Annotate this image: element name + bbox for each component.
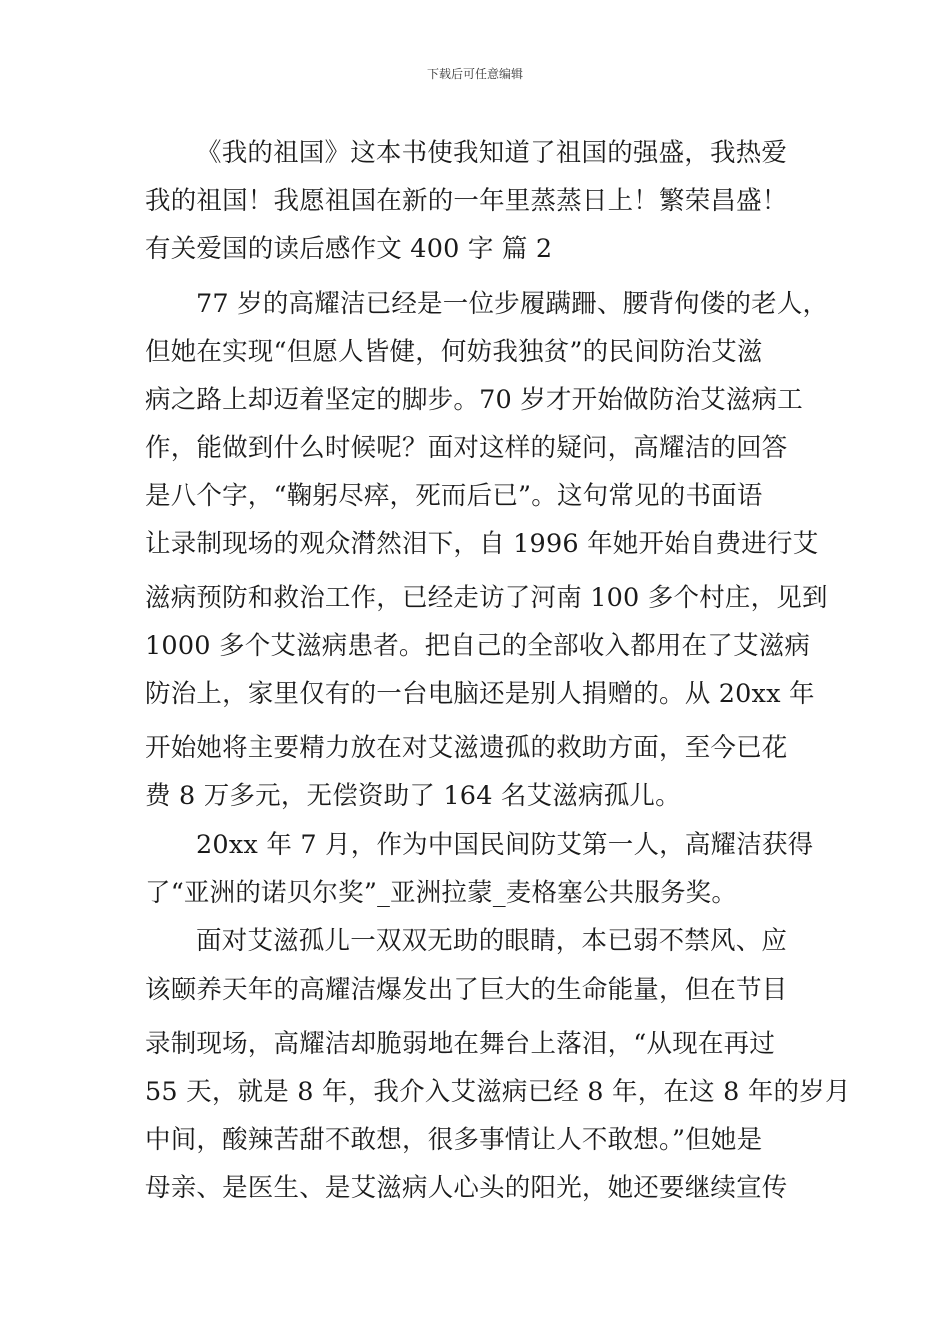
paragraph-line: 中间，酸辣苦甜不敢想，很多事情让人不敢想。”但她是 <box>145 1125 763 1155</box>
paragraph-line: 费 8 万多元，无偿资助了 164 名艾滋病孤儿。 <box>145 781 681 811</box>
paragraph-line: 但她在实现“但愿人皆健，何妨我独贫”的民间防治艾滋 <box>145 337 763 367</box>
paragraph-line: 录制现场，高耀洁却脆弱地在舞台上落泪，“从现在再过 <box>145 1029 776 1059</box>
paragraph-line: 母亲、是医生、是艾滋病人心头的阳光，她还要继续宣传 <box>145 1173 788 1203</box>
paragraph-line: 该颐养天年的高耀洁爆发出了巨大的生命能量，但在节目 <box>145 975 788 1005</box>
paragraph-line: 了“亚洲的诺贝尔奖”_亚洲拉蒙_麦格塞公共服务奖。 <box>145 878 738 908</box>
paragraph-line: 面对艾滋孤儿一双双无助的眼睛，本已弱不禁风、应 <box>196 926 788 956</box>
paragraph-line: 病之路上却迈着坚定的脚步。70 岁才开始做防治艾滋病工 <box>145 385 803 415</box>
paragraph-line: 防治上，家里仅有的一台电脑还是别人捐赠的。从 20xx 年 <box>145 679 815 709</box>
paragraph-line: 开始她将主要精力放在对艾滋遗孤的救助方面，至今已花 <box>145 733 788 763</box>
paragraph-line: 《我的祖国》这本书使我知道了祖国的强盛，我热爱 <box>196 138 788 168</box>
paragraph-line: 20xx 年 7 月，作为中国民间防艾第一人，高耀洁获得 <box>196 830 814 860</box>
paragraph-line: 1000 多个艾滋病患者。把自己的全部收入都用在了艾滋病 <box>145 631 811 661</box>
paragraph-line: 55 天，就是 8 年，我介入艾滋病已经 8 年，在这 8 年的岁月 <box>145 1077 851 1107</box>
paragraph-line: 我的祖国！我愿祖国在新的一年里蒸蒸日上！繁荣昌盛！ <box>145 186 788 216</box>
paragraph-line: 是八个字，“鞠躬尽瘁，死而后已”。这句常见的书面语 <box>145 481 763 511</box>
paragraph-line: 让录制现场的观众潸然泪下，自 1996 年她开始自费进行艾 <box>145 529 819 559</box>
paragraph-line: 77 岁的高耀洁已经是一位步履蹒跚、腰背佝偻的老人， <box>196 289 829 319</box>
paragraph-line: 作，能做到什么时候呢？面对这样的疑问，高耀洁的回答 <box>145 433 788 463</box>
section-heading: 有关爱国的读后感作文 400 字 篇 2 <box>145 234 553 264</box>
paragraph-line: 滋病预防和救治工作，已经走访了河南 100 多个村庄，见到 <box>145 583 828 613</box>
page-header: 下载后可任意编辑 <box>426 67 523 81</box>
